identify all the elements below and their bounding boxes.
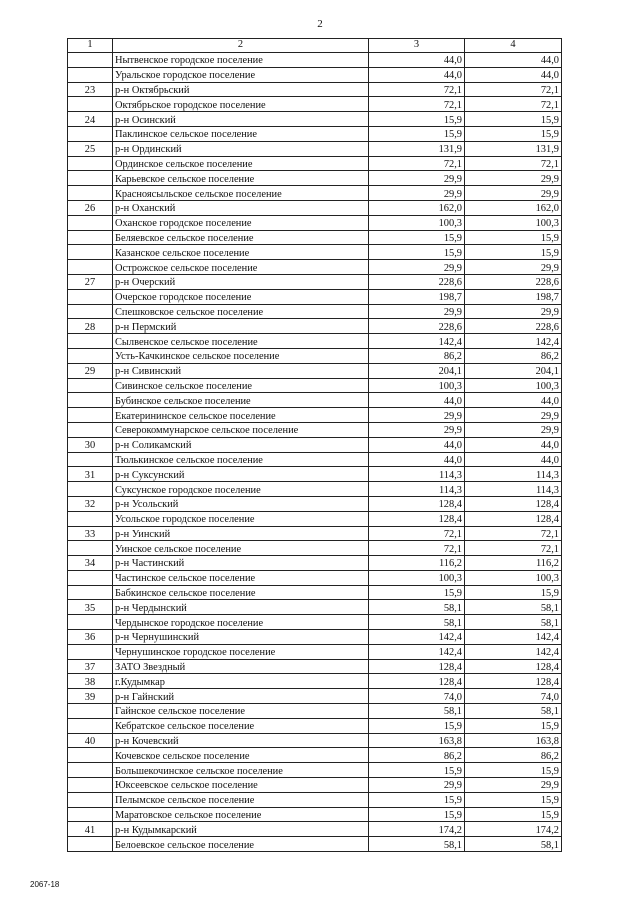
header-row xyxy=(68,39,562,53)
row-value-col4: 128,4 xyxy=(465,659,562,674)
row-name: Юксеевское сельское поселение xyxy=(113,778,369,793)
row-value-col3: 29,9 xyxy=(369,408,465,423)
row-number xyxy=(68,334,113,349)
row-name: р-н Чернушинский xyxy=(113,630,369,645)
table-row xyxy=(68,526,562,541)
row-value-col4: 29,9 xyxy=(465,408,562,423)
row-value-col3: 72,1 xyxy=(369,541,465,556)
row-value-col3: 198,7 xyxy=(369,289,465,304)
table-row xyxy=(68,541,562,556)
table-row xyxy=(68,171,562,186)
row-number xyxy=(68,644,113,659)
row-number: 34 xyxy=(68,556,113,571)
table-row xyxy=(68,408,562,423)
row-name: Маратовское сельское поселение xyxy=(113,807,369,822)
row-value-col4: 58,1 xyxy=(465,600,562,615)
table-row xyxy=(68,200,562,215)
table-row xyxy=(68,570,562,585)
row-name: Очерское городское поселение xyxy=(113,289,369,304)
table-row xyxy=(68,67,562,82)
row-value-col4: 204,1 xyxy=(465,363,562,378)
row-number: 41 xyxy=(68,822,113,837)
table-row xyxy=(68,378,562,393)
row-name: Белоевское сельское поселение xyxy=(113,837,369,852)
row-value-col4: 29,9 xyxy=(465,171,562,186)
row-number: 36 xyxy=(68,630,113,645)
row-number: 38 xyxy=(68,674,113,689)
row-value-col3: 100,3 xyxy=(369,215,465,230)
row-number xyxy=(68,482,113,497)
row-number: 28 xyxy=(68,319,113,334)
row-value-col3: 128,4 xyxy=(369,511,465,526)
row-value-col4: 15,9 xyxy=(465,245,562,260)
row-number: 23 xyxy=(68,82,113,97)
row-name: Тюлькинское сельское поселение xyxy=(113,452,369,467)
row-number xyxy=(68,186,113,201)
table-row xyxy=(68,674,562,689)
row-value-col4: 15,9 xyxy=(465,112,562,127)
row-number: 27 xyxy=(68,274,113,289)
row-name: Красноясыльское сельское поселение xyxy=(113,186,369,201)
row-value-col3: 128,4 xyxy=(369,674,465,689)
table-row xyxy=(68,112,562,127)
row-name: Октябрьское городское поселение xyxy=(113,97,369,112)
row-name: Северокоммунарское сельское поселение xyxy=(113,422,369,437)
row-value-col4: 72,1 xyxy=(465,526,562,541)
row-value-col3: 163,8 xyxy=(369,733,465,748)
row-name: р-н Чердынский xyxy=(113,600,369,615)
row-value-col3: 142,4 xyxy=(369,644,465,659)
row-value-col3: 15,9 xyxy=(369,112,465,127)
row-value-col4: 15,9 xyxy=(465,792,562,807)
row-value-col4: 29,9 xyxy=(465,186,562,201)
row-number xyxy=(68,348,113,363)
row-name: р-н Гайнский xyxy=(113,689,369,704)
row-number xyxy=(68,126,113,141)
row-value-col3: 15,9 xyxy=(369,718,465,733)
row-name: р-н Частинский xyxy=(113,556,369,571)
row-value-col3: 72,1 xyxy=(369,526,465,541)
table-row xyxy=(68,245,562,260)
table-row xyxy=(68,585,562,600)
row-number xyxy=(68,422,113,437)
row-value-col3: 29,9 xyxy=(369,304,465,319)
row-value-col3: 204,1 xyxy=(369,363,465,378)
table-row xyxy=(68,748,562,763)
row-value-col4: 15,9 xyxy=(465,230,562,245)
row-value-col4: 100,3 xyxy=(465,215,562,230)
row-name: Гайнское сельское поселение xyxy=(113,704,369,719)
table-row xyxy=(68,334,562,349)
row-value-col4: 86,2 xyxy=(465,748,562,763)
table-row xyxy=(68,467,562,482)
row-value-col4: 228,6 xyxy=(465,319,562,334)
row-number xyxy=(68,615,113,630)
row-value-col4: 128,4 xyxy=(465,511,562,526)
row-name: Частинское сельское поселение xyxy=(113,570,369,585)
table-row xyxy=(68,644,562,659)
row-value-col3: 44,0 xyxy=(369,437,465,452)
row-name: Екатерининское сельское поселение xyxy=(113,408,369,423)
row-name: Ординское сельское поселение xyxy=(113,156,369,171)
row-value-col4: 15,9 xyxy=(465,807,562,822)
row-name: Усть-Качкинское сельское поселение xyxy=(113,348,369,363)
table-row xyxy=(68,511,562,526)
row-value-col4: 198,7 xyxy=(465,289,562,304)
table-row xyxy=(68,496,562,511)
row-value-col4: 44,0 xyxy=(465,67,562,82)
row-value-col4: 58,1 xyxy=(465,837,562,852)
row-value-col4: 15,9 xyxy=(465,718,562,733)
table-row xyxy=(68,615,562,630)
row-number xyxy=(68,260,113,275)
row-value-col4: 72,1 xyxy=(465,97,562,112)
row-name: Кебратское сельское поселение xyxy=(113,718,369,733)
row-number xyxy=(68,156,113,171)
row-value-col4: 128,4 xyxy=(465,674,562,689)
row-number xyxy=(68,541,113,556)
row-number: 39 xyxy=(68,689,113,704)
header-col-4: 4 xyxy=(465,39,562,53)
row-number: 32 xyxy=(68,496,113,511)
row-name: р-н Очерский xyxy=(113,274,369,289)
row-name: Оханское городское поселение xyxy=(113,215,369,230)
row-name: р-н Ординский xyxy=(113,141,369,156)
header-col-2: 2 xyxy=(113,39,369,53)
table-row xyxy=(68,97,562,112)
table-row xyxy=(68,482,562,497)
document-code: 2067-18 xyxy=(30,880,60,889)
row-value-col3: 15,9 xyxy=(369,230,465,245)
row-value-col3: 228,6 xyxy=(369,319,465,334)
table-row xyxy=(68,141,562,156)
row-number xyxy=(68,837,113,852)
row-value-col4: 29,9 xyxy=(465,422,562,437)
table-row xyxy=(68,215,562,230)
row-value-col4: 58,1 xyxy=(465,704,562,719)
table-row xyxy=(68,230,562,245)
row-value-col4: 58,1 xyxy=(465,615,562,630)
row-name: Сивинское сельское поселение xyxy=(113,378,369,393)
table-row xyxy=(68,422,562,437)
row-value-col3: 128,4 xyxy=(369,496,465,511)
row-value-col3: 44,0 xyxy=(369,53,465,68)
row-name: Чернушинское городское поселение xyxy=(113,644,369,659)
table-row xyxy=(68,704,562,719)
row-value-col4: 72,1 xyxy=(465,541,562,556)
table-row xyxy=(68,807,562,822)
row-number: 40 xyxy=(68,733,113,748)
row-value-col3: 228,6 xyxy=(369,274,465,289)
row-name: р-н Уинский xyxy=(113,526,369,541)
table-row xyxy=(68,778,562,793)
row-value-col3: 114,3 xyxy=(369,467,465,482)
row-number: 24 xyxy=(68,112,113,127)
row-value-col3: 142,4 xyxy=(369,630,465,645)
row-value-col4: 44,0 xyxy=(465,393,562,408)
table-row xyxy=(68,763,562,778)
row-name: р-н Суксунский xyxy=(113,467,369,482)
row-name: Карьевское сельское поселение xyxy=(113,171,369,186)
row-value-col3: 74,0 xyxy=(369,689,465,704)
row-value-col3: 44,0 xyxy=(369,67,465,82)
row-name: Острожское сельское поселение xyxy=(113,260,369,275)
row-number xyxy=(68,570,113,585)
row-name: Уральское городское поселение xyxy=(113,67,369,82)
row-name: р-н Октябрьский xyxy=(113,82,369,97)
table-row xyxy=(68,452,562,467)
row-value-col3: 72,1 xyxy=(369,97,465,112)
row-name: Казанское сельское поселение xyxy=(113,245,369,260)
table-row xyxy=(68,437,562,452)
row-number: 35 xyxy=(68,600,113,615)
table-row xyxy=(68,556,562,571)
row-value-col3: 58,1 xyxy=(369,600,465,615)
row-value-col4: 72,1 xyxy=(465,82,562,97)
row-value-col4: 228,6 xyxy=(465,274,562,289)
row-name: р-н Осинский xyxy=(113,112,369,127)
row-number xyxy=(68,452,113,467)
row-name: Усольское городское поселение xyxy=(113,511,369,526)
row-name: р-н Пермский xyxy=(113,319,369,334)
row-number xyxy=(68,585,113,600)
row-number xyxy=(68,792,113,807)
table-row xyxy=(68,718,562,733)
table-row xyxy=(68,319,562,334)
table-row xyxy=(68,733,562,748)
row-number: 30 xyxy=(68,437,113,452)
row-number: 37 xyxy=(68,659,113,674)
table-row xyxy=(68,393,562,408)
row-number xyxy=(68,748,113,763)
row-value-col3: 114,3 xyxy=(369,482,465,497)
row-value-col4: 100,3 xyxy=(465,570,562,585)
row-value-col3: 58,1 xyxy=(369,615,465,630)
row-number xyxy=(68,511,113,526)
table-row xyxy=(68,53,562,68)
row-value-col3: 100,3 xyxy=(369,378,465,393)
row-value-col3: 100,3 xyxy=(369,570,465,585)
row-number xyxy=(68,393,113,408)
row-value-col3: 128,4 xyxy=(369,659,465,674)
row-name: Паклинское сельское поселение xyxy=(113,126,369,141)
row-value-col3: 116,2 xyxy=(369,556,465,571)
row-number xyxy=(68,778,113,793)
row-number xyxy=(68,67,113,82)
row-value-col3: 162,0 xyxy=(369,200,465,215)
row-value-col4: 44,0 xyxy=(465,437,562,452)
table-row xyxy=(68,348,562,363)
row-value-col3: 15,9 xyxy=(369,807,465,822)
row-number xyxy=(68,171,113,186)
row-value-col3: 131,9 xyxy=(369,141,465,156)
table-row xyxy=(68,822,562,837)
row-value-col4: 100,3 xyxy=(465,378,562,393)
row-name: р-н Кудымкарский xyxy=(113,822,369,837)
row-value-col4: 128,4 xyxy=(465,496,562,511)
row-name: Беляевское сельское поселение xyxy=(113,230,369,245)
row-value-col3: 44,0 xyxy=(369,452,465,467)
row-value-col4: 114,3 xyxy=(465,467,562,482)
row-value-col4: 72,1 xyxy=(465,156,562,171)
row-value-col4: 142,4 xyxy=(465,334,562,349)
row-value-col4: 44,0 xyxy=(465,452,562,467)
row-name: Кочевское сельское поселение xyxy=(113,748,369,763)
page-number: 2 xyxy=(317,18,323,30)
row-name: Чердынское городское поселение xyxy=(113,615,369,630)
budget-allocation-table xyxy=(67,38,562,852)
row-value-col4: 114,3 xyxy=(465,482,562,497)
row-value-col4: 15,9 xyxy=(465,763,562,778)
row-number xyxy=(68,215,113,230)
row-number xyxy=(68,378,113,393)
row-value-col4: 162,0 xyxy=(465,200,562,215)
row-number xyxy=(68,245,113,260)
row-number xyxy=(68,408,113,423)
row-value-col3: 72,1 xyxy=(369,156,465,171)
row-value-col4: 174,2 xyxy=(465,822,562,837)
row-value-col3: 72,1 xyxy=(369,82,465,97)
table-row xyxy=(68,126,562,141)
table-row xyxy=(68,156,562,171)
row-value-col4: 163,8 xyxy=(465,733,562,748)
row-value-col4: 86,2 xyxy=(465,348,562,363)
row-number: 31 xyxy=(68,467,113,482)
row-value-col4: 142,4 xyxy=(465,644,562,659)
row-value-col3: 15,9 xyxy=(369,792,465,807)
row-value-col3: 86,2 xyxy=(369,348,465,363)
row-value-col3: 174,2 xyxy=(369,822,465,837)
header-col-1: 1 xyxy=(68,39,113,53)
row-name: р-н Кочевский xyxy=(113,733,369,748)
row-number xyxy=(68,230,113,245)
row-number: 33 xyxy=(68,526,113,541)
row-name: Пелымское сельское поселение xyxy=(113,792,369,807)
row-value-col3: 15,9 xyxy=(369,245,465,260)
row-name: р-н Усольский xyxy=(113,496,369,511)
table-row xyxy=(68,689,562,704)
row-number: 25 xyxy=(68,141,113,156)
table-row xyxy=(68,274,562,289)
table-row xyxy=(68,289,562,304)
table-header xyxy=(68,39,562,53)
row-value-col3: 15,9 xyxy=(369,126,465,141)
row-value-col3: 15,9 xyxy=(369,763,465,778)
row-value-col4: 15,9 xyxy=(465,585,562,600)
row-value-col3: 58,1 xyxy=(369,704,465,719)
table-row xyxy=(68,82,562,97)
row-name: р-н Оханский xyxy=(113,200,369,215)
table-row xyxy=(68,304,562,319)
row-number xyxy=(68,53,113,68)
row-value-col4: 15,9 xyxy=(465,126,562,141)
row-number xyxy=(68,704,113,719)
row-name: р-н Соликамский xyxy=(113,437,369,452)
row-value-col3: 142,4 xyxy=(369,334,465,349)
row-name: Бубинское сельское поселение xyxy=(113,393,369,408)
row-value-col3: 29,9 xyxy=(369,171,465,186)
row-number xyxy=(68,763,113,778)
row-number xyxy=(68,718,113,733)
row-value-col3: 86,2 xyxy=(369,748,465,763)
row-name: р-н Сивинский xyxy=(113,363,369,378)
row-value-col4: 74,0 xyxy=(465,689,562,704)
row-name: Большекочинское сельское поселение xyxy=(113,763,369,778)
row-name: Нытвенское городское поселение xyxy=(113,53,369,68)
row-value-col3: 15,9 xyxy=(369,585,465,600)
table-body xyxy=(68,53,562,852)
row-number xyxy=(68,807,113,822)
table-row xyxy=(68,363,562,378)
row-value-col4: 29,9 xyxy=(465,304,562,319)
row-value-col4: 131,9 xyxy=(465,141,562,156)
row-name: Спешковское сельское поселение xyxy=(113,304,369,319)
table-row xyxy=(68,792,562,807)
table-row xyxy=(68,630,562,645)
row-number: 29 xyxy=(68,363,113,378)
row-name: г.Кудымкар xyxy=(113,674,369,689)
row-number xyxy=(68,97,113,112)
row-value-col3: 29,9 xyxy=(369,186,465,201)
row-value-col3: 29,9 xyxy=(369,422,465,437)
row-name: ЗАТО Звездный xyxy=(113,659,369,674)
row-name: Сылвенское сельское поселение xyxy=(113,334,369,349)
row-value-col4: 116,2 xyxy=(465,556,562,571)
table-row xyxy=(68,260,562,275)
row-number: 26 xyxy=(68,200,113,215)
row-value-col4: 142,4 xyxy=(465,630,562,645)
header-col-3: 3 xyxy=(369,39,465,53)
table-row xyxy=(68,186,562,201)
row-value-col3: 29,9 xyxy=(369,260,465,275)
row-value-col4: 44,0 xyxy=(465,53,562,68)
row-value-col3: 58,1 xyxy=(369,837,465,852)
row-number xyxy=(68,304,113,319)
row-name: Бабкинское сельское поселение xyxy=(113,585,369,600)
table-row xyxy=(68,837,562,852)
table-row xyxy=(68,600,562,615)
row-value-col4: 29,9 xyxy=(465,778,562,793)
row-name: Уинское сельское поселение xyxy=(113,541,369,556)
row-value-col3: 44,0 xyxy=(369,393,465,408)
row-name: Суксунское городское поселение xyxy=(113,482,369,497)
row-value-col3: 29,9 xyxy=(369,778,465,793)
table-row xyxy=(68,659,562,674)
row-number xyxy=(68,289,113,304)
row-value-col4: 29,9 xyxy=(465,260,562,275)
